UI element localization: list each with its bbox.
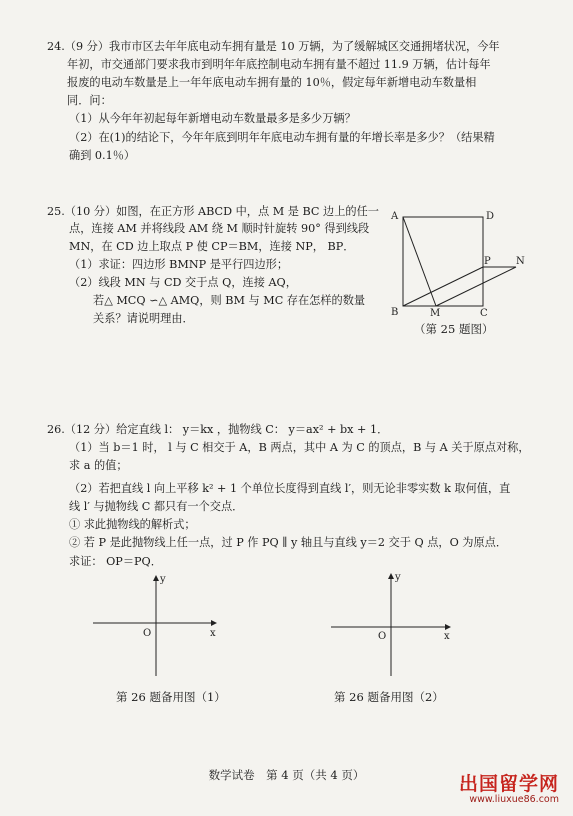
y-axis-label: y — [160, 574, 166, 585]
square-abcd — [403, 217, 483, 306]
q25-line-7: 关系？请说明理由． — [93, 312, 194, 325]
segment-mn — [436, 267, 516, 306]
q25-line-2: 点，连接 AM 并将线段 AM 绕 M 顺时针旋转 90° 得到线段 — [69, 222, 370, 235]
q26-line-1: 26.（12 分）给定直线 l： y＝kx ，抛物线 C： y＝ax² + bx + 1． — [47, 423, 389, 436]
label-c: C — [480, 308, 488, 318]
q26-line-3: 求 a 的值； — [69, 459, 128, 472]
q24-line-5: （1）从今年年初起每年新增电动车数量最多是多少万辆？ — [69, 112, 356, 125]
q25-geometry-figure — [388, 206, 528, 318]
q26-line-5: 线 l′ 与抛物线 C 都只有一个交点． — [69, 500, 244, 513]
q24-line-3: 报废的电动车数量是上一年年底电动车拥有量的 10％，假定每年新增电动车数量相 — [67, 76, 477, 89]
q26-line-6: ① 求此抛物线的解析式； — [69, 518, 196, 531]
q25-line-3: MN，在 CD 边上取点 P 使 CP＝BM，连接 NP， BP． — [69, 240, 355, 253]
q25-figure-caption: （第 25 题图） — [414, 322, 494, 336]
q26-line-7: ② 若 P 是此抛物线上任一点，过 P 作 PQ ∥ y 轴且与直线 y＝2 交于 Q 点，O 为原点． — [69, 536, 508, 549]
q25-line-1: 25.（10 分）如图，在正方形 ABCD 中，点 M 是 BC 边上的任一 — [47, 205, 379, 218]
q26-axes-figure-2 — [328, 570, 468, 680]
q25-line-4: （1）求证：四边形 BMNP 是平行四边形； — [69, 258, 289, 271]
q26-line-8: 求证： OP＝PQ． — [69, 555, 162, 568]
site-watermark — [459, 774, 559, 806]
label-n: N — [516, 256, 525, 267]
page-footer: 数学试卷 第 4 页（共 4 页） — [208, 768, 365, 782]
label-d: D — [486, 211, 495, 222]
watermark-title: 出国留学网 — [458, 773, 559, 795]
label-a: A — [391, 211, 399, 222]
q25-line-6: 若△ MCQ ∽△ AMQ，则 BM 与 MC 存在怎样的数量 — [93, 294, 366, 307]
q25-line-5: （2）线段 MN 与 CD 交于点 Q，连接 AQ， — [69, 276, 297, 289]
q24-line-7: 确到 0.1％） — [69, 149, 136, 162]
watermark-url: www.liuxue86.com — [469, 794, 559, 805]
label-b: B — [391, 307, 399, 318]
q26-line-2: （1）当 b＝1 时， l 与 C 相交于 A，B 两点，其中 A 为 C 的顶点，B 与 A 关于原点对称， — [69, 441, 530, 454]
q26-figure-caption-1: 第 26 题备用图（1） — [116, 690, 226, 704]
q26-line-4: （2）若把直线 l 向上平移 k² + 1 个单位长度得到直线 l′，则无论非零实数 k 取何值，直 — [69, 482, 511, 495]
label-p: P — [484, 256, 491, 267]
segment-bp — [403, 267, 483, 306]
q24-line-4: 同．问： — [67, 94, 112, 107]
origin-label: O — [378, 631, 387, 642]
x-axis-label: x — [444, 631, 450, 642]
origin-label: O — [143, 628, 152, 639]
q24-line-2: 年初，市交通部门要求我市到明年年底控制电动车拥有量不超过 11.9 万辆，估计每年 — [67, 58, 491, 71]
y-axis-label: y — [395, 572, 401, 583]
label-m: M — [430, 308, 441, 318]
q26-figure-caption-2: 第 26 题备用图（2） — [334, 690, 444, 704]
x-axis-label: x — [210, 628, 216, 639]
q24-line-6: （2）在(1)的结论下，今年年底到明年年底电动车拥有量的年增长率是多少？（结果精 — [69, 131, 495, 144]
q26-axes-figure-1 — [90, 570, 230, 680]
q24-line-1: 24.（9 分）我市市区去年年底电动车拥有量是 10 万辆，为了缓解城区交通拥堵状况，今年 — [47, 40, 500, 53]
